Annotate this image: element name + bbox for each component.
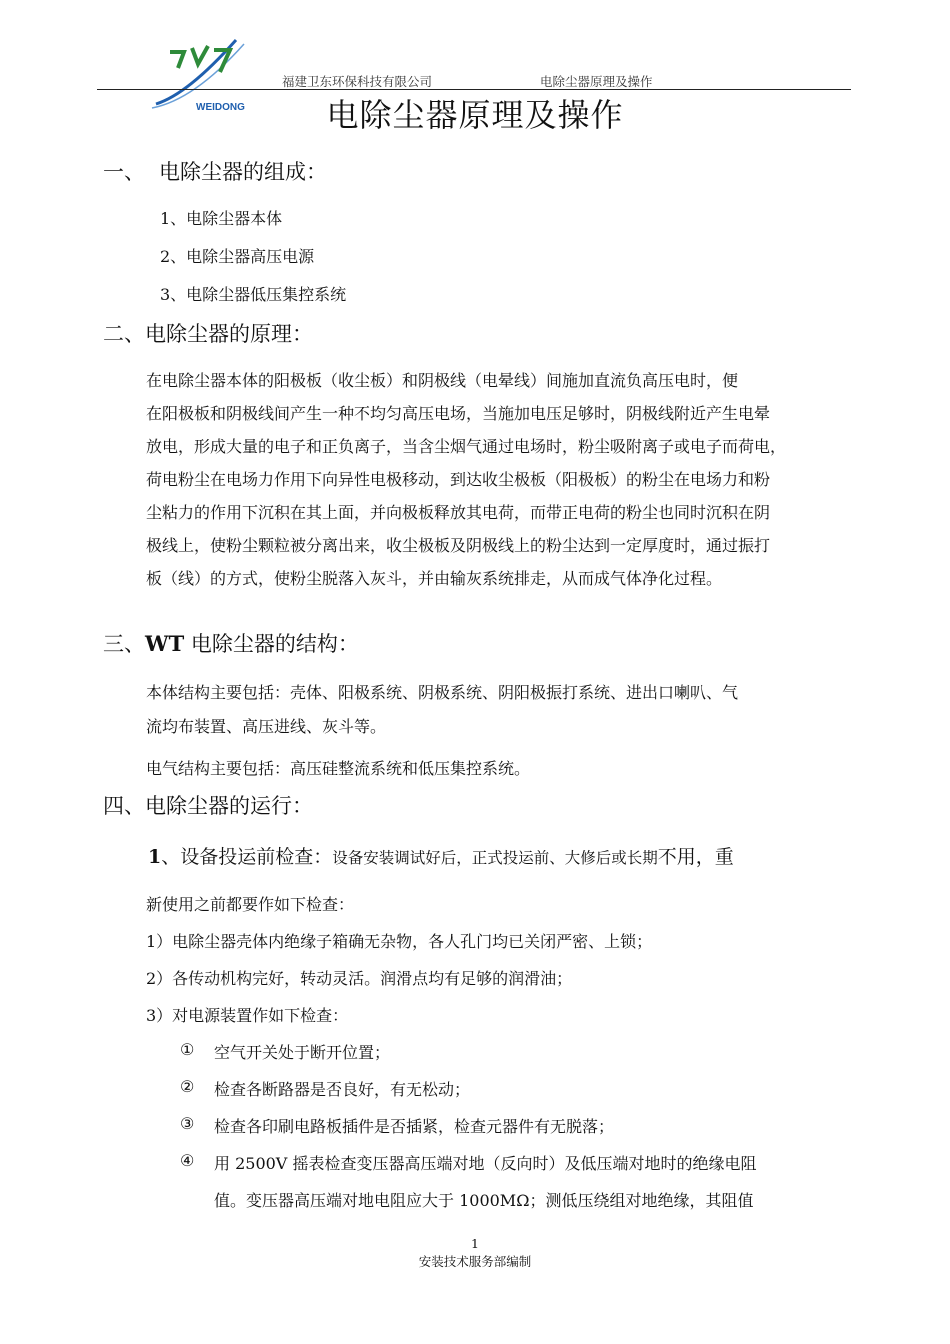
check-item: 1）电除尘器壳体内绝缘子箱确无杂物，各人孔门均已关闭严密、上锁；	[146, 932, 653, 951]
page-title: 电除尘器原理及操作	[326, 96, 624, 134]
structure-body-line: 流均布装置、高压进线、灰斗等。	[146, 717, 387, 736]
circled-number: ②	[180, 1077, 195, 1096]
section-3-number: 三、	[103, 632, 145, 656]
step-1-label: 、设备投运前检查：	[161, 846, 333, 868]
paragraph-line: 在电除尘器本体的阳极板（收尘板）和阴极线（电晕线）间施加直流负高压电时，便	[146, 371, 739, 390]
electrical-structure-line: 电气结构主要包括：高压硅整流系统和低压集控系统。	[146, 759, 531, 778]
paragraph-line: 板（线）的方式，使粉尘脱落入灰斗，并由输灰系统排走，从而成气体净化过程。	[146, 569, 723, 588]
circled-number: ①	[180, 1040, 195, 1059]
power-check-item: 检查各印刷电路板插件是否插紧，检查元器件有无脱落；	[214, 1117, 615, 1136]
paragraph-line: 荷电粉尘在电场力作用下向异性电极移动，到达收尘极板（阳极板）的粉尘在电场力和粉	[146, 470, 771, 489]
structure-body-line: 本体结构主要包括：壳体、阳极系统、阴极系统、阴阳极振打系统、进出口喇叭、气	[146, 683, 739, 702]
step-1-body: 设备安装调试好后，正式投运前、大修后或长期	[332, 849, 658, 867]
step-1-heading	[148, 842, 850, 869]
list-item: 3、电除尘器低压集控系统	[160, 285, 347, 304]
header-company: 福建卫东环保科技有限公司	[282, 74, 433, 89]
paragraph-line: 尘粘力的作用下沉积在其上面，并向极板释放其电荷，而带正电荷的粉尘也同时沉积在阴	[146, 503, 771, 522]
section-2-heading: 二、电除尘器的原理：	[103, 322, 313, 346]
footer-department: 安装技术服务部编制	[418, 1254, 532, 1269]
power-check-item: 空气开关处于断开位置；	[214, 1043, 391, 1062]
check-item: 2）各传动机构完好，转动灵活。润滑点均有足够的润滑油；	[146, 969, 573, 988]
check-item: 3）对电源装置作如下检查：	[146, 1006, 349, 1025]
section-4-heading: 四、电除尘器的运行：	[103, 794, 313, 818]
power-check-item: 检查各断路器是否良好，有无松动；	[214, 1080, 471, 1099]
section-1-number: 一、	[103, 160, 145, 184]
circled-number: ④	[180, 1151, 195, 1170]
step-1-number: 1	[148, 846, 162, 868]
section-3-model: WT	[145, 631, 185, 656]
page-number: 1	[471, 1236, 479, 1251]
list-item: 1、电除尘器本体	[160, 209, 283, 228]
section-1-heading	[103, 156, 327, 186]
step-1-continuation: 新使用之前都要作如下检查：	[146, 895, 355, 914]
power-check-item: 用 2500V 摇表检查变压器高压端对地（反向时）及低压端对地时的绝缘电阻	[214, 1154, 757, 1173]
section-1-title: 电除尘器的组成：	[159, 160, 327, 184]
step-1-tail: 不用，重	[657, 846, 734, 868]
header-doc-name: 电除尘器原理及操作	[540, 74, 653, 89]
logo-text: WEIDONG	[196, 102, 245, 113]
paragraph-line: 放电，形成大量的电子和正负离子，当含尘烟气通过电场时，粉尘吸附离子或电子而荷电，	[146, 437, 787, 456]
paragraph-line: 在阳极板和阴极线间产生一种不均匀高压电场，当施加电压足够时，阴极线附近产生电晕	[146, 404, 771, 423]
list-item: 2、电除尘器高压电源	[160, 247, 315, 266]
section-3-title: 电除尘器的结构：	[184, 632, 359, 656]
section-3-heading	[103, 628, 359, 658]
power-check-continuation: 值。变压器高压端对地电阻应大于 1000MΩ；测低压绕组对地绝缘，其阻值	[214, 1191, 754, 1210]
circled-number: ③	[180, 1114, 195, 1133]
paragraph-line: 极线上，使粉尘颗粒被分离出来，收尘极板及阴极线上的粉尘达到一定厚度时，通过振打	[146, 536, 771, 555]
